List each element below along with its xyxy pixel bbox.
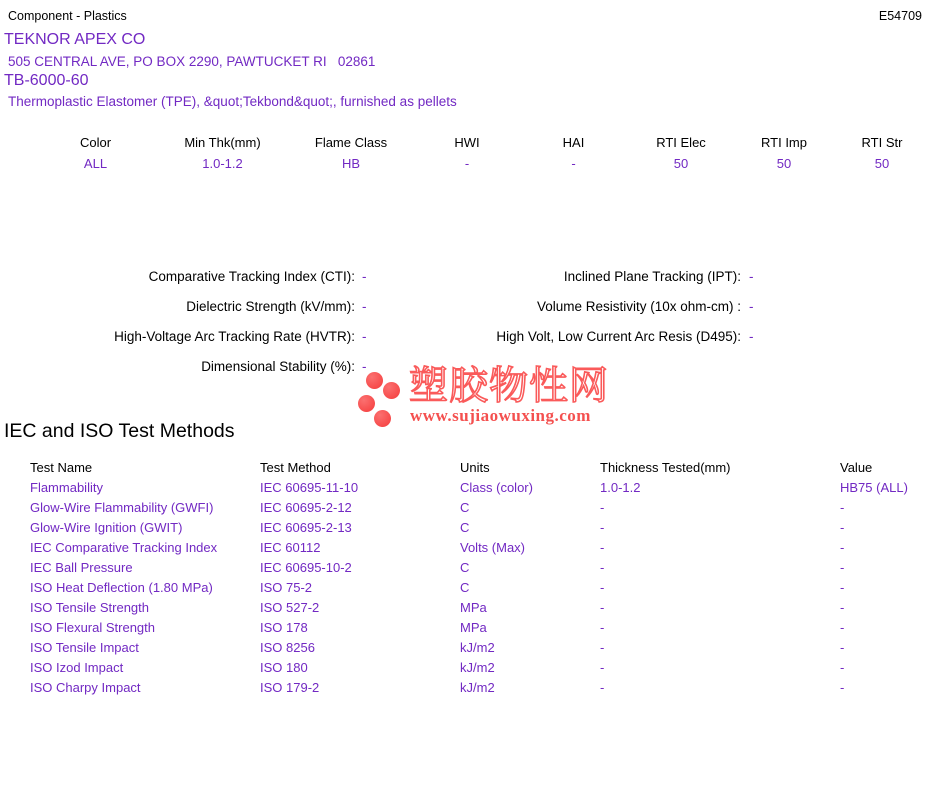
cell-units: C [460,500,470,515]
cell-test-method: ISO 179-2 [260,680,320,695]
hvtr-value: - [362,329,367,344]
cell-units: MPa [460,600,487,615]
cell-test-method: IEC 60112 [260,540,321,555]
value-flame-class: HB [341,156,361,171]
ipt-value: - [749,269,754,284]
col-header-color: Color [79,135,112,150]
dielectric-strength-value: - [362,299,367,314]
flame-ratings-value-row [34,153,931,174]
cell-test-name: Glow-Wire Flammability (GWFI) [30,500,214,515]
cell-thickness: - [600,600,605,615]
col-header-hwi: HWI [454,135,480,150]
col-header-flame-class: Flame Class [314,135,388,150]
cell-test-name: IEC Comparative Tracking Index [30,540,218,555]
col-header-test-name: Test Name [30,460,93,475]
table-row [30,658,930,678]
value-rti-str: 50 [874,156,890,171]
table-row [30,518,930,538]
electrical-properties [0,262,950,382]
watermark-logo [358,366,608,430]
ipt-label: Inclined Plane Tracking (IPT): [563,269,741,284]
watermark-url: www.sujiaowuxing.com [410,406,591,425]
cell-units: kJ/m2 [460,680,495,695]
cell-value: HB75 (ALL) [840,480,908,495]
cti-label: Comparative Tracking Index (CTI): [148,269,355,284]
cell-test-method: ISO 180 [260,660,308,675]
table-row [30,538,930,558]
electrical-row [0,262,950,292]
cell-test-name: ISO Heat Deflection (1.80 MPa) [30,580,213,595]
cell-value: - [840,640,845,655]
file-number: E54709 [878,9,922,23]
table-row [30,478,930,498]
test-methods-table [30,458,930,698]
col-header-hai: HAI [562,135,585,150]
cell-value: - [840,680,845,695]
hvtr-label: High-Voltage Arc Tracking Rate (HVTR): [114,329,355,344]
flame-ratings-table [34,132,931,174]
cell-value: - [840,560,845,575]
col-header-rti-imp: RTI Imp [761,135,807,150]
cell-value: - [840,520,845,535]
cell-test-method: IEC 60695-10-2 [260,560,352,575]
company-address: 505 CENTRAL AVE, PO BOX 2290, PAWTUCKET RI 02861 [8,54,376,69]
cell-test-method: IEC 60695-2-13 [260,520,352,535]
table-row [30,578,930,598]
cell-test-name: ISO Tensile Strength [30,600,149,615]
cell-thickness: - [600,660,605,675]
cell-thickness: - [600,560,605,575]
col-header-units: Units [460,460,490,475]
cell-test-method: ISO 8256 [260,640,315,655]
cell-thickness: - [600,620,605,635]
electrical-row [0,322,950,352]
cell-value: - [840,500,845,515]
value-min-thk: 1.0-1.2 [202,156,243,171]
material-description: Thermoplastic Elastomer (TPE), &quot;Tekbond&quot;, furnished as pellets [8,94,457,109]
value-rti-elec: 50 [673,156,689,171]
table-row [30,678,930,698]
watermark-chinese-text: 塑胶物性网 [409,365,610,408]
logo-dot-icon [366,372,383,389]
col-header-value: Value [840,460,873,475]
col-header-min-thk: Min Thk(mm) [184,135,261,150]
table-row [30,558,930,578]
cell-test-name: ISO Izod Impact [30,660,124,675]
cell-units: C [460,520,470,535]
cell-test-name: IEC Ball Pressure [30,560,133,575]
d495-value: - [749,329,754,344]
cell-units: C [460,560,470,575]
cell-units: Volts (Max) [460,540,526,555]
test-methods-header-row [30,458,930,478]
cell-test-method: IEC 60695-11-10 [260,480,359,495]
cell-value: - [840,580,845,595]
cell-thickness: - [600,680,605,695]
value-color: ALL [83,156,108,171]
company-name: TEKNOR APEX CO [4,31,146,48]
value-rti-imp: 50 [776,156,792,171]
col-header-rti-elec: RTI Elec [656,135,706,150]
cell-value: - [840,660,845,675]
value-hwi: - [464,156,470,171]
logo-dot-icon [358,395,375,412]
electrical-row [0,292,950,322]
logo-dot-icon [383,382,400,399]
cell-units: C [460,580,470,595]
volume-resistivity-label: Volume Resistivity (10x ohm-cm) : [536,299,741,314]
cell-value: - [840,540,845,555]
cell-thickness: - [600,500,605,515]
col-header-thickness: Thickness Tested(mm) [600,460,731,475]
cti-value: - [362,269,367,284]
dielectric-strength-label: Dielectric Strength (kV/mm): [186,299,355,314]
cell-thickness: 1.0-1.2 [600,480,641,495]
table-row [30,638,930,658]
cell-test-method: ISO 178 [260,620,308,635]
cell-value: - [840,620,845,635]
cell-value: - [840,600,845,615]
dimensional-stability-value: - [362,359,367,374]
flame-ratings-header-row [34,132,931,153]
cell-thickness: - [600,540,605,555]
table-row [30,598,930,618]
test-methods-title: IEC and ISO Test Methods [4,420,235,442]
cell-thickness: - [600,580,605,595]
col-header-test-method: Test Method [260,460,331,475]
model-number: TB-6000-60 [4,72,89,89]
cell-test-method: IEC 60695-2-12 [260,500,352,515]
cell-test-method: ISO 75-2 [260,580,313,595]
d495-label: High Volt, Low Current Arc Resis (D495): [496,329,741,344]
cell-thickness: - [600,640,605,655]
cell-units: MPa [460,620,487,635]
cell-test-name: Flammability [30,480,103,495]
cell-units: kJ/m2 [460,660,495,675]
test-methods-body [30,478,930,698]
cell-test-name: ISO Flexural Strength [30,620,155,635]
cell-units: Class (color) [460,480,533,495]
cell-units: kJ/m2 [460,640,495,655]
value-hai: - [571,156,576,171]
table-row [30,618,930,638]
cell-test-name: ISO Tensile Impact [30,640,139,655]
cell-thickness: - [600,520,605,535]
doc-type-label: Component - Plastics [8,9,127,23]
logo-dot-icon [374,410,391,427]
col-header-rti-str: RTI Str [861,135,903,150]
cell-test-name: Glow-Wire Ignition (GWIT) [30,520,183,535]
volume-resistivity-value: - [749,299,754,314]
table-row [30,498,930,518]
cell-test-name: ISO Charpy Impact [30,680,141,695]
dimensional-stability-label: Dimensional Stability (%): [201,359,355,374]
cell-test-method: ISO 527-2 [260,600,320,615]
